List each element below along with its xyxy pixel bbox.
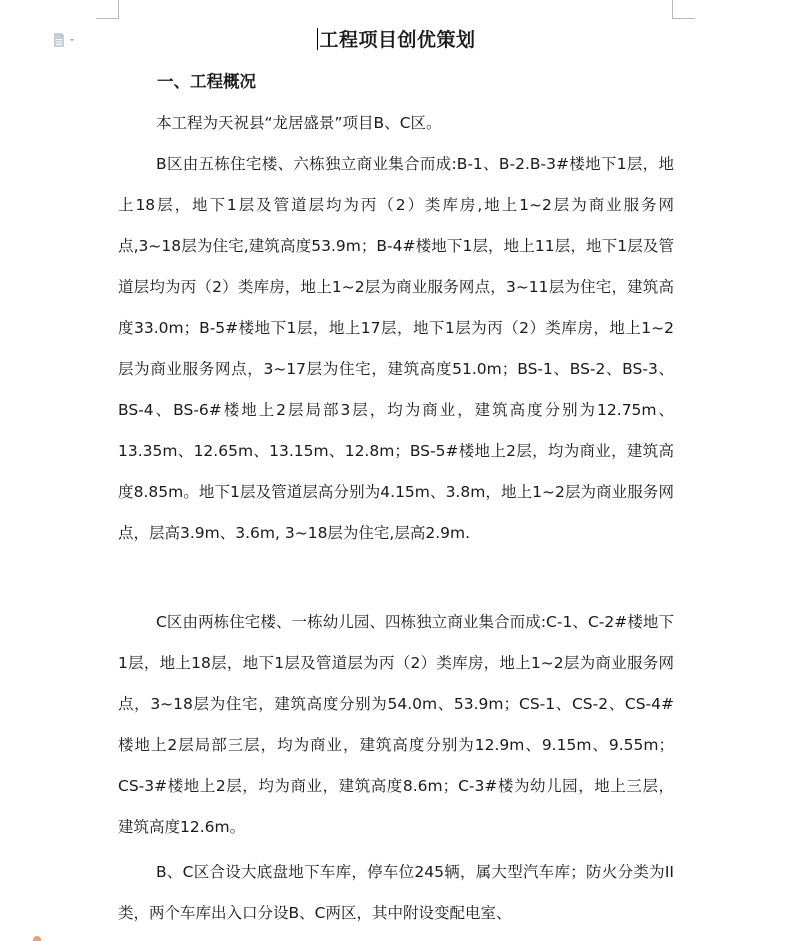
- paragraph-b-zone: [118, 144, 674, 554]
- section-heading: 一、工程概况: [157, 72, 256, 91]
- paragraph-text: 本工程为天祝县“龙居盛景”项目B、C区。: [156, 114, 442, 132]
- paragraph-text: B、C区合设大底盘地下车库，停车位245辆，属大型汽车库；防火分类为II类，两个车库出入口分设B、C两区，其中附设变配电室、: [118, 863, 674, 922]
- paragraph-intro: [118, 103, 674, 144]
- paragraph-text: B区由五栋住宅楼、六栋独立商业集合而成:B-1、B-2.B-3#楼地下1层，地上18层，地下1层及管道层均为丙（2）类库房,地上1~2层为商业服务网点,3~18层为住宅,建筑高度53.9m；B-4#楼地下1层，地上11层，地下1层及管道层均为丙（2）类库房，地上1~2层为商业服务网点，3~11层为住宅，建筑高度33.0m；B-5#楼地下1层，地上17层，地下1层为丙（2）类库房，地上1~2层为商业服务网点，3~17层为住宅，建筑高度51.0m；BS-1、BS-2、BS-3、BS-4、BS-6#楼地上2层局部3层，均为商业，建筑高度分别为12.75m、13.35m、12.65m、13.15m、12.8m；BS-5#楼地上2层，均为商业，建筑高度8.85m。地下1层及管道层高分别为4.15m、3.8m，地上1~2层为商业服务网点，层高3.9m、3.6m, 3~18层为住宅,层高2.9m.: [118, 155, 674, 542]
- margin-marker: [33, 936, 41, 941]
- document-title[interactable]: [0, 27, 793, 53]
- page-corner-mark-top-right: [672, 0, 695, 19]
- page-corner-mark-top-left: [96, 0, 119, 19]
- paragraph-c-zone: [118, 602, 674, 848]
- document-title-text: 工程项目创优策划: [319, 29, 476, 51]
- paragraph-text: C区由两栋住宅楼、一栋幼儿园、四栋独立商业集合而成:C-1、C-2#楼地下1层，地上18层，地下1层及管道层为丙（2）类库房，地上1~2层为商业服务网点，3~18层为住宅，建筑高度分别为54.0m、53.9m；CS-1、CS-2、CS-4#楼地上2层局部三层，均为商业，建筑高度分别为12.9m、9.15m、9.55m；CS-3#楼地上2层，均为商业，建筑高度8.6m；C-3#楼为幼儿园，地上三层，建筑高度12.6m。: [118, 613, 674, 836]
- paragraph-garage: [118, 852, 674, 934]
